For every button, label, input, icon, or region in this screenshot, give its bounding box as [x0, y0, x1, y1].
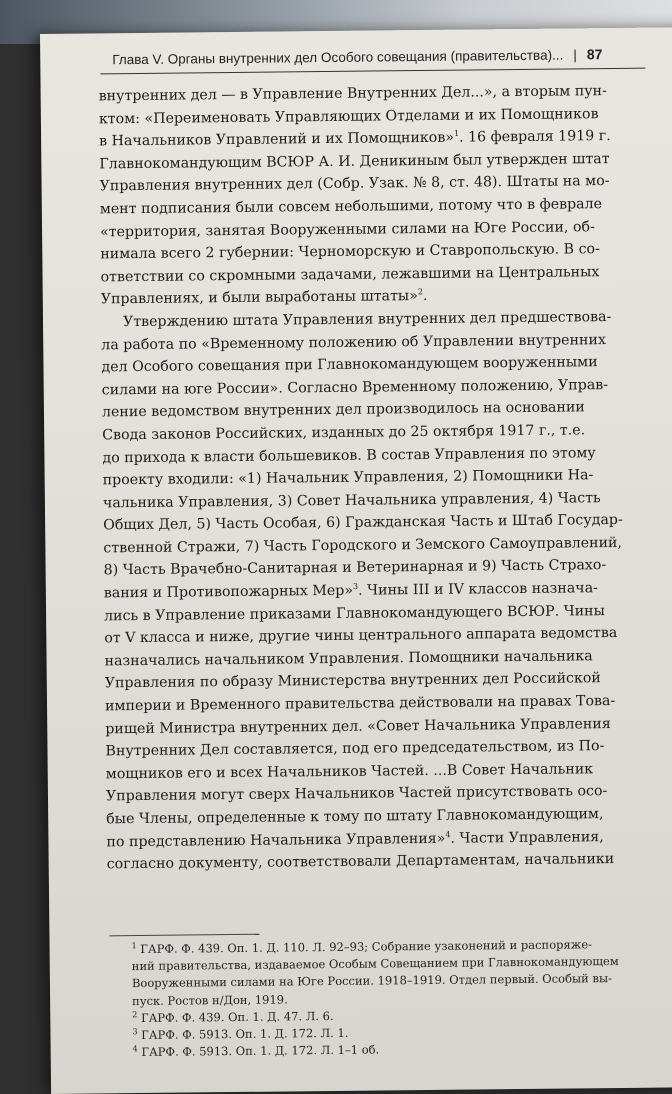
- text-line-content: силами на юге России». Согласно Временному положению, Управ-: [101, 376, 609, 399]
- text-line-content: Общих Дел, 5) Часть Особая, 6) Гражданская Часть и Штаб Государ-: [103, 512, 623, 534]
- text-line-continuation: . Части Управления,: [450, 828, 604, 847]
- text-line-content: проекту входили: «1) Начальник Управления, 2) Помощники На-: [102, 467, 594, 489]
- footnote-reference: 3: [352, 582, 359, 592]
- book-page: [40, 27, 672, 1094]
- main-text: [99, 80, 655, 876]
- text-line-content: в Начальников Управлений и их Помощников»: [99, 129, 455, 150]
- running-header: [112, 46, 652, 68]
- text-line: [107, 848, 655, 876]
- text-line-continuation: .: [422, 288, 428, 305]
- footnote-reference: 2: [417, 287, 423, 297]
- text-line-continuation: . 16 февраля 1919 г.: [458, 128, 611, 146]
- footnote-number: 2: [132, 1010, 138, 1020]
- text-line-content: Главнокомандующим ВСЮР А. И. Деникиным был утвержден штат: [99, 150, 610, 173]
- footnote-text: ний правительства, издаваемое Особым Совещанием при Главнокомандующем: [131, 954, 619, 974]
- chapter-title: Глава V. Органы внутренних дел Особого совещания (правительства)...: [112, 47, 564, 68]
- text-line-content: бые Члены, определенные к тому по штату Главнокомандующим,: [106, 806, 604, 828]
- footnote-text: ГАРФ. Ф. 5913. Оп. 1. Д. 172. Л. 1.: [141, 1025, 349, 1043]
- footnote-text: пуск. Ростов н/Дон, 1919.: [132, 992, 288, 1008]
- text-line-content: согласно документу, соответствовали Департаментам, начальники: [106, 851, 615, 873]
- text-line-continuation: . Чины III и IV классов назнача-: [358, 580, 598, 599]
- text-line-content: рищей Министра внутренних дел. «Совет Начальника Управления: [105, 715, 611, 737]
- text-line-content: Свода законов Российских, изданных до 25 октября 1917 г., т.е.: [102, 422, 586, 444]
- footnote-number: 4: [132, 1044, 138, 1054]
- footnote-number: 1: [131, 941, 137, 951]
- text-line-content: ление ведомством внутренних дел производилось на основании: [101, 399, 585, 421]
- text-line-content: назначались начальником Управления. Помощники начальника: [104, 648, 593, 670]
- text-line-content: до прихода к власти большевиков. В состав Управления по этому: [102, 444, 596, 466]
- text-line-content: мощников его и всех Начальников Частей. ...В Совет Начальник: [105, 761, 594, 783]
- text-line-content: внутренних дел — в Управление Внутренних Дел...», а вторым пун-: [98, 83, 607, 105]
- text-line-content: ответствии со скромными задачами, лежавшими на Центральных: [100, 263, 600, 286]
- text-line-content: 8) Часть Врачебно-Санитарная и Ветеринарная и 9) Часть Страхо-: [103, 557, 607, 579]
- text-line-content: чальника Управления, 3) Совет Начальника управления, 4) Часть: [102, 489, 601, 512]
- text-line-content: вания и Противопожарных Мер»: [103, 582, 354, 602]
- text-line-content: нимала всего 2 губернии: Черноморскую и Ставропольскую. В со-: [100, 241, 600, 263]
- footnotes: [108, 936, 657, 1062]
- footnote-reference: 4: [445, 829, 451, 839]
- header-rule: [100, 68, 645, 75]
- footnote-rule: [109, 934, 259, 937]
- footnote-text: ГАРФ. Ф. 439. Оп. 1. Д. 110. Л. 92–93; Собрание узаконений и распоряже-: [140, 937, 593, 956]
- header-separator: |: [573, 47, 577, 63]
- text-line-content: Управления внутренних дел (Собр. Узак. № 8, ст. 48). Штаты на мо-: [99, 173, 610, 195]
- text-line-content: Управлениях, и были выработаны штаты»: [100, 288, 418, 308]
- text-line-content: ственной Стражи, 7) Часть Городского и Земского Самоуправлений,: [103, 534, 623, 557]
- text-line-content: от V класса и ниже, другие чины центрального аппарата ведомства: [104, 625, 618, 647]
- text-line-content: «территория, занятая Вооруженными силами на Юге России, об-: [99, 218, 595, 240]
- text-line-content: Внутренних Дел составляется, под его председательством, из По-: [105, 738, 605, 760]
- text-line-content: Утверждению штата Управления внутренних дел предшествова-: [122, 308, 612, 331]
- text-line-content: империи и Временного правительства действовали на правах Това-: [104, 693, 616, 715]
- footnote-number: 3: [132, 1027, 138, 1037]
- footnote-text: ГАРФ. Ф. 439. Оп. 1. Д. 47. Л. 6.: [140, 1008, 334, 1025]
- footnote-text: Вооруженными силами на Юге России. 1918–1919. Отдел первый. Особый вы-: [131, 971, 613, 991]
- footnote-text: ГАРФ. Ф. 5913. Оп. 1. Д. 172. Л. 1–1 об.: [141, 1042, 380, 1060]
- footnote-reference: 1: [453, 129, 460, 139]
- text-line-content: лись в Управление приказами Главнокомандующего ВСЮР. Чины: [104, 602, 605, 625]
- text-line-content: ла работа по «Временному положению об Управлении внутренних: [101, 331, 606, 353]
- text-line-content: дел Особого совещания при Главнокомандующем вооруженными: [101, 354, 598, 376]
- page-number: 87: [586, 46, 603, 63]
- text-line-content: по представлению Начальника Управления»: [106, 830, 446, 850]
- text-line-content: Управления по образу Министерства внутренних дел Российской: [104, 670, 601, 692]
- text-line-content: Управления могут сверх Начальников Частей присутствовать осо-: [105, 783, 608, 805]
- text-line-content: мент подписания были совсем небольшими, потому что в феврале: [99, 196, 603, 218]
- text-line-content: ктом: «Переименовать Управляющих Отделами и их Помощников: [98, 105, 599, 127]
